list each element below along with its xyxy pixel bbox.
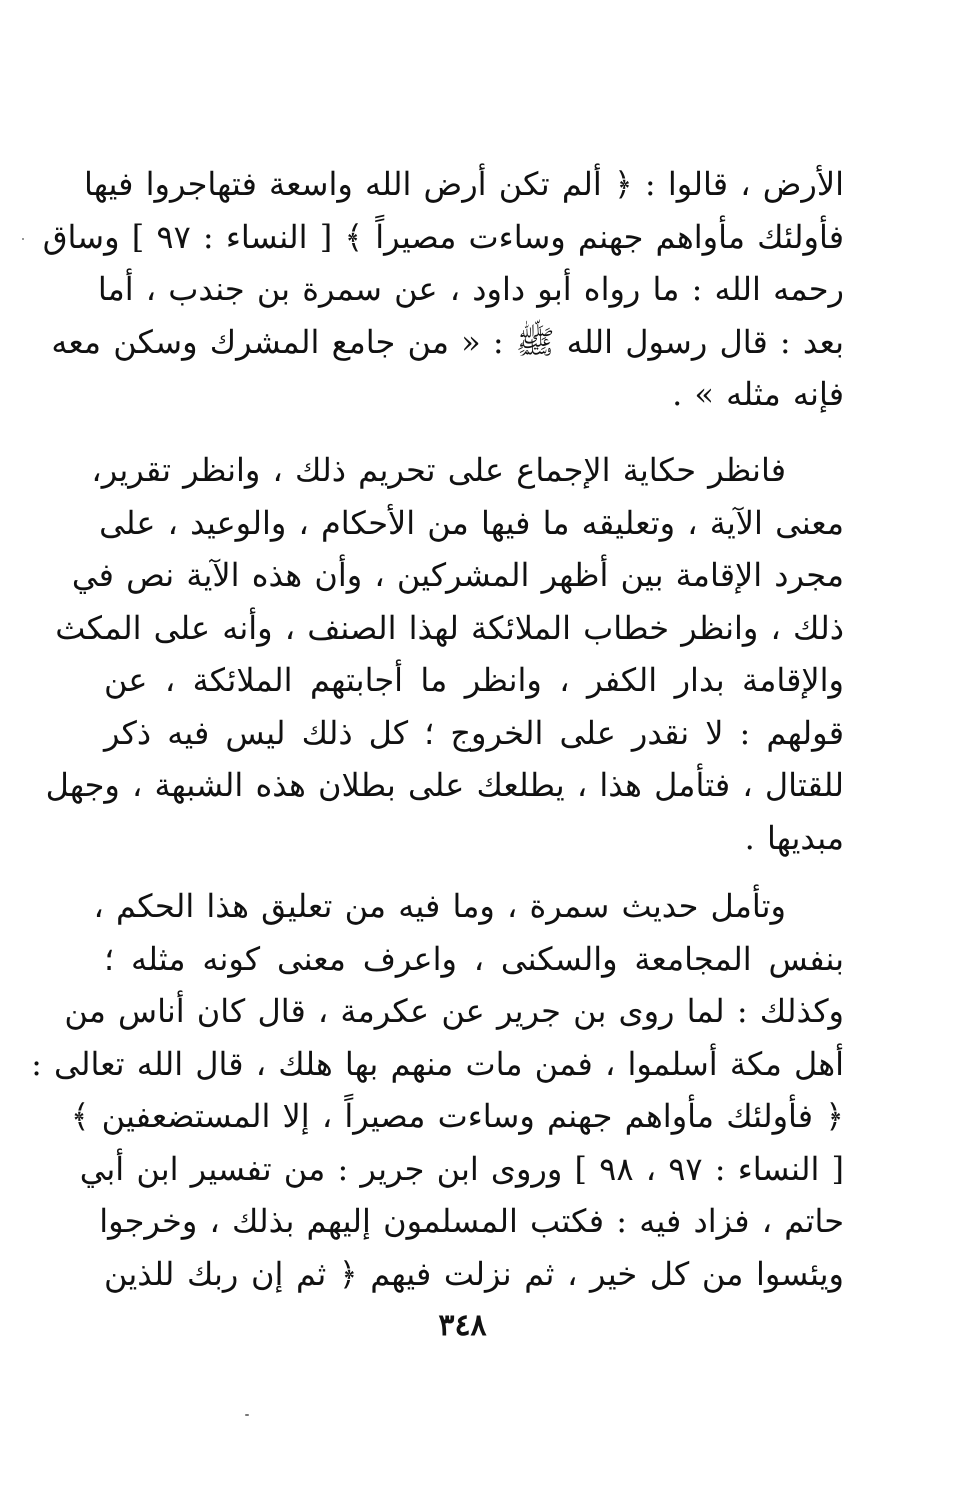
text-line: بعد : قال رسول الله ﷺ : « من جامع المشرك وسكن معه (51, 322, 844, 361)
text-line: والإقامة بدار الكفر ، وانظر ما أجابتهم الملائكة ، عن (104, 661, 844, 699)
text-line: ﴿ فأولئك مأواهم جهنم وساءت مصيراً ، إلا المستضعفين ﴾ (70, 1097, 844, 1135)
text-line: فانظر حكاية الإجماع على تحريم ذلك ، وانظر تقرير، (91, 451, 786, 489)
text-line: وكذلك : لما روى بن جرير عن عكرمة ، قال كان أناس من (64, 992, 844, 1030)
text-line: قولهم : لا نقدر على الخروج ؛ كل ذلك ليس فيه ذكر (104, 713, 844, 752)
paragraph-1 (42, 158, 844, 421)
paragraph-2 (45, 444, 844, 864)
text-line: وتأمل حديث سمرة ، وما فيه من تعليق هذا الحكم ، (93, 887, 786, 925)
text-line: الأرض ، قالوا : ﴿ ألم تكن أرض الله واسعة فتهاجروا فيها (84, 165, 844, 203)
paragraph-3 (31, 880, 844, 1300)
text-line: معنى الآية ، وتعليقه ما فيها من الأحكام ، والوعيد ، على (99, 503, 844, 542)
text-line: رحمه الله : ما رواه أبو داود ، عن سمرة بن جندب ، أما (97, 270, 844, 308)
page-number: ٣٤٨ (438, 1308, 487, 1343)
scan-speck (22, 238, 24, 240)
text-line: أهل مكة أسلموا ، فمن مات منهم بها هلك ، قال الله تعالى : (31, 1044, 844, 1083)
text-line: مجرد الإقامة بين أظهر المشركين ، وأن هذه الآية نص في (71, 556, 844, 594)
text-line: حاتم ، فزاد فيه : فكتب المسلمون إليهم بذلك ، وخرجوا (99, 1202, 844, 1240)
text-line: للقتال ، فتأمل هذا ، يطلعك على بطلان هذه الشبهة ، وجهل (45, 766, 844, 804)
text-line: [ النساء : ٩٧ ، ٩٨ ] وروى ابن جرير : من تفسير ابن أبي (79, 1149, 844, 1188)
text-line: ذلك ، وانظر خطاب الملائكة لهذا الصنف ، وأنه على المكث (55, 608, 844, 647)
text-line: مبديها . (744, 818, 844, 857)
text-line: ويئسوا من كل خير ، ثم نزلت فيهم ﴿ ثم إن ربك للذين (104, 1254, 844, 1293)
text-line: بنفس المجامعة والسكنى ، واعرف معنى كونه مثله ؛ (104, 939, 844, 978)
scan-speck (245, 1414, 249, 1416)
text-line: فأولئك مأواهم جهنم وساءت مصيراً ﴾ [ النساء : ٩٧ ] وساق (42, 217, 844, 256)
text-line: فإنه مثله » . (672, 375, 844, 413)
